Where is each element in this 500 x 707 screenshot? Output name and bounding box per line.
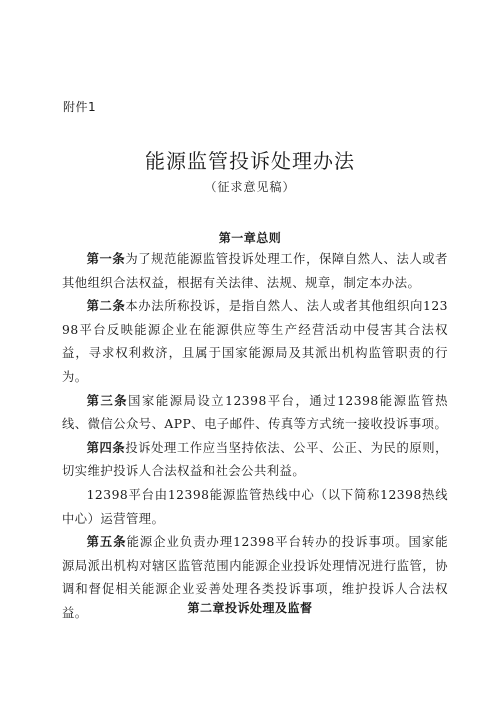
article-paragraph bbox=[62, 390, 448, 437]
document-title: 能源监管投诉处理办法 bbox=[145, 149, 355, 173]
article-paragraph bbox=[62, 295, 448, 389]
body-text bbox=[62, 248, 448, 626]
article-text: 本办法所称投诉，是指自然人、法人或者其他组织向12398平台反映能源企业在能源供应等生产经营活动中侵害其合法权益，寻求权利救济，且属于国家能源局及其派出机构监管职责的行为。 bbox=[62, 299, 448, 384]
chapter-heading: 第一章总则 bbox=[218, 231, 282, 245]
article-text: 国家能源局设立12398平台，通过12398能源监管热线、微信公众号、APP、电子邮件、传真等方式统一接收投诉事项。 bbox=[62, 393, 448, 432]
article-label: 第三条 bbox=[86, 393, 129, 408]
document-subtitle: （征求意见稿） bbox=[204, 180, 296, 194]
attachment-label: 附件1 bbox=[63, 100, 97, 114]
chapter-heading: 第二章投诉处理及监督 bbox=[187, 601, 313, 615]
article-label: 第五条 bbox=[86, 535, 127, 550]
article-label: 第四条 bbox=[86, 440, 126, 455]
article-label: 第二条 bbox=[86, 299, 126, 314]
article-text: 投诉处理工作应当坚持依法、公平、公正、为民的原则，切实维护投诉人合法权益和社会公共利益。 bbox=[62, 440, 448, 479]
article-text: 能源企业负责办理12398平台转办的投诉事项。国家能源局派出机构对辖区监管范围内能源企业投诉处理情况进行监管，协调和督促相关能源企业妥善处理各类投诉事项，维护投诉人合法权益。 bbox=[62, 535, 448, 620]
article-text: 12398平台由12398能源监管热线中心（以下简称12398热线中心）运营管理。 bbox=[62, 487, 448, 526]
article-paragraph bbox=[62, 437, 448, 484]
article-paragraph bbox=[62, 484, 448, 531]
article-paragraph bbox=[62, 248, 448, 295]
article-label: 第一条 bbox=[86, 252, 126, 266]
article-text: 为了规范能源监管投诉处理工作，保障自然人、法人或者其他组织合法权益，根据有关法律、法规、规章，制定本办法。 bbox=[62, 252, 448, 290]
